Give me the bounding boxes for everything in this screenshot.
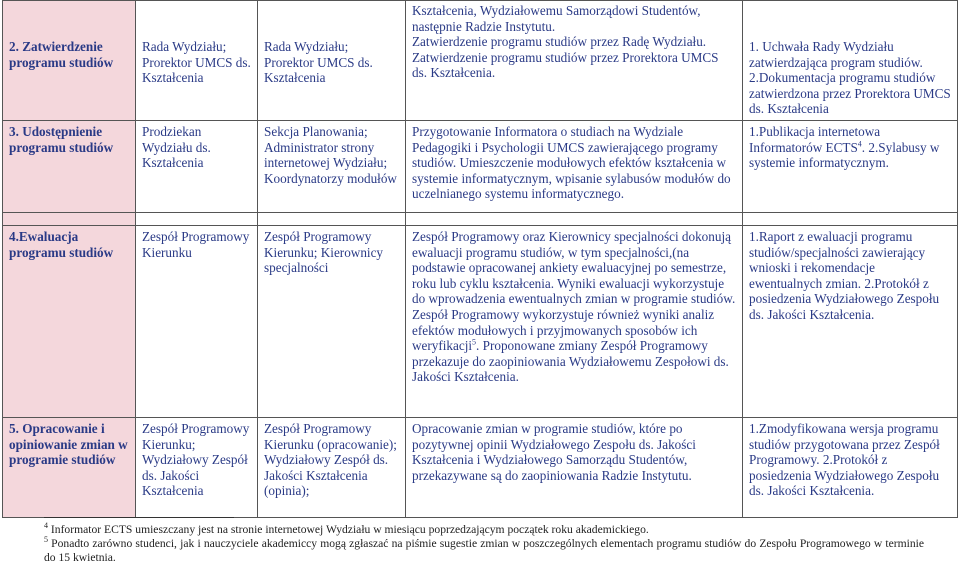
executor-cell xyxy=(258,417,406,517)
executor-cell xyxy=(258,225,406,417)
stage-label: 5. Opracowanie i opiniowanie zmian w programie studiów xyxy=(9,420,128,468)
executor-label: Rada Wydziału; Prorektor UMCS ds. Kształcenia xyxy=(264,39,373,86)
responsible-label: Zespół Programowy Kierunku xyxy=(142,228,250,260)
docs-text: 1.Raport z ewaluacji programu studiów/specjalności zawierający wnioski i rekomendacje ewentualnych zmian. 2.Protokół z posiedzenia Wydziałowego Zespołu ds. Jakości Kształcenia. xyxy=(749,228,940,322)
docs-text-a: 1.Publikacja internetowa Informatorów ECTS xyxy=(749,123,881,155)
activity-text: Opracowanie zmian w programie studiów, które po pozytywnej opinii Wydziałowego Zespołu ds. Jakości Kształcenia i Wydziałowego Samorządu Studentów, przekazywane są do zaopiniowania Radzie Instytutu. xyxy=(412,420,696,483)
table-row xyxy=(3,120,958,212)
stage-cell xyxy=(3,225,136,417)
docs-cell xyxy=(743,1,958,121)
stage-label: 2. Zatwierdzenie programu studiów xyxy=(9,39,114,70)
activity-cell xyxy=(406,120,743,212)
activity-text-b: . Proponowane zmiany Zespół Programowy przekazuje do zaopiniowania Wydziałowemu Zespołowi ds. Jakości Kształcenia. xyxy=(412,338,729,385)
footnote-5: $^5$ Ponadto zarówno studenci, jak i nauczyciele akademiccy mogą zgłaszać na piśmie sugestie zmian w poszczególnych elementach programu studiów do Zespołu Programowego w terminie do 15 kwietnia. xyxy=(44,535,924,564)
responsible-cell xyxy=(136,417,258,517)
executor-label: Sekcja Planowania; Administrator strony internetowej Wydziału; Koordynatorzy modułów xyxy=(264,123,397,186)
activity-continued-text: Kształcenia, Wydziałowemu Samorządowi Studentów, następnie Radzie Instytutu. xyxy=(412,3,701,34)
stage-cell xyxy=(3,1,136,121)
activity-text: Przygotowanie Informatora o studiach na Wydziale Pedagogiki i Psychologii UMCS zawierającego programy studiów. Umieszczenie modułowych efektów kształcenia w systemie informatycznym, wpisanie sylabusów modułów do uczelnianego systemu informatycznego. xyxy=(412,123,731,202)
stage-cell xyxy=(3,120,136,212)
executor-label: Zespół Programowy Kierunku; Kierownicy specjalności xyxy=(264,228,384,276)
table-row xyxy=(3,1,958,121)
footnote-separator xyxy=(44,517,234,518)
responsible-cell xyxy=(136,120,258,212)
docs-cell xyxy=(743,120,958,212)
activity-cell xyxy=(406,1,743,121)
executor-cell xyxy=(258,120,406,212)
activity-cell xyxy=(406,225,743,417)
responsible-cell xyxy=(136,1,258,121)
responsible-label: Prodziekan Wydziału ds. Kształcenia xyxy=(142,123,211,171)
process-table xyxy=(2,0,957,518)
docs-text: 1. Uchwała Rady Wydziału zatwierdzająca program studiów. 2.Dokumentacja programu studiów zatwierdzona przez Prorektora UMCS ds. Kształcenia xyxy=(749,39,951,117)
footnote-4: $^4$ Informator ECTS umieszczany jest na stronie internetowej Wydziału w miesiącu poprzedzającym początek roku akademickiego. xyxy=(44,521,649,536)
docs-cell xyxy=(743,225,958,417)
docs-text-b: . 2.Sylabusy w systemie informatycznym. xyxy=(749,139,940,171)
responsible-label: Rada Wydziału; Prorektor UMCS ds. Kształcenia xyxy=(142,39,251,86)
stage-label: 3. Udostępnienie programu studiów xyxy=(9,123,114,155)
responsible-label: Zespół Programowy Kierunku; Wydziałowy Zespół ds. Jakości Kształcenia xyxy=(142,420,250,499)
footnote-ref: 5 xyxy=(472,337,477,347)
activity-text: Zatwierdzenie programu studiów przez Radę Wydziału. Zatwierdzenie programu studiów przez Prorektora UMCS ds. Kształcenia. xyxy=(412,34,719,81)
table-gap xyxy=(3,212,958,225)
table-row xyxy=(3,417,958,517)
footnote-ref: 4 xyxy=(857,139,862,149)
activity-cell xyxy=(406,417,743,517)
executor-label: Zespół Programowy Kierunku (opracowanie); Wydziałowy Zespół ds. Jakości Kształcenia (opinia); xyxy=(264,420,397,499)
stage-label: 4.Ewaluacja programu studiów xyxy=(9,228,114,260)
executor-cell xyxy=(258,1,406,121)
footnotes xyxy=(44,523,924,565)
docs-text: 1.Zmodyfikowana wersja programu studiów przygotowana przez Zespół Programowy. 2.Protokół z posiedzenia Wydziałowego Zespołu ds. Jakości Kształcenia. xyxy=(749,420,940,499)
activity-text-a: Zespół Programowy oraz Kierownicy specjalności dokonują ewaluacji programu studiów, w tym specjalności,(na podstawie opracowanej ankiety ewaluacyjnej po semestrze, roku lub cyklu kształcenia. Wyniki ewaluacji wykorzystuje do wprowadzenia ewentualnych zmian w programie studiów. Zespół Programowy wykorzystuje również wyniki analiz efektów modułowych i przyjmowanych sposobów ich weryfikacji xyxy=(412,228,736,354)
stage-cell xyxy=(3,417,136,517)
docs-cell xyxy=(743,417,958,517)
responsible-cell xyxy=(136,225,258,417)
table-row xyxy=(3,225,958,417)
